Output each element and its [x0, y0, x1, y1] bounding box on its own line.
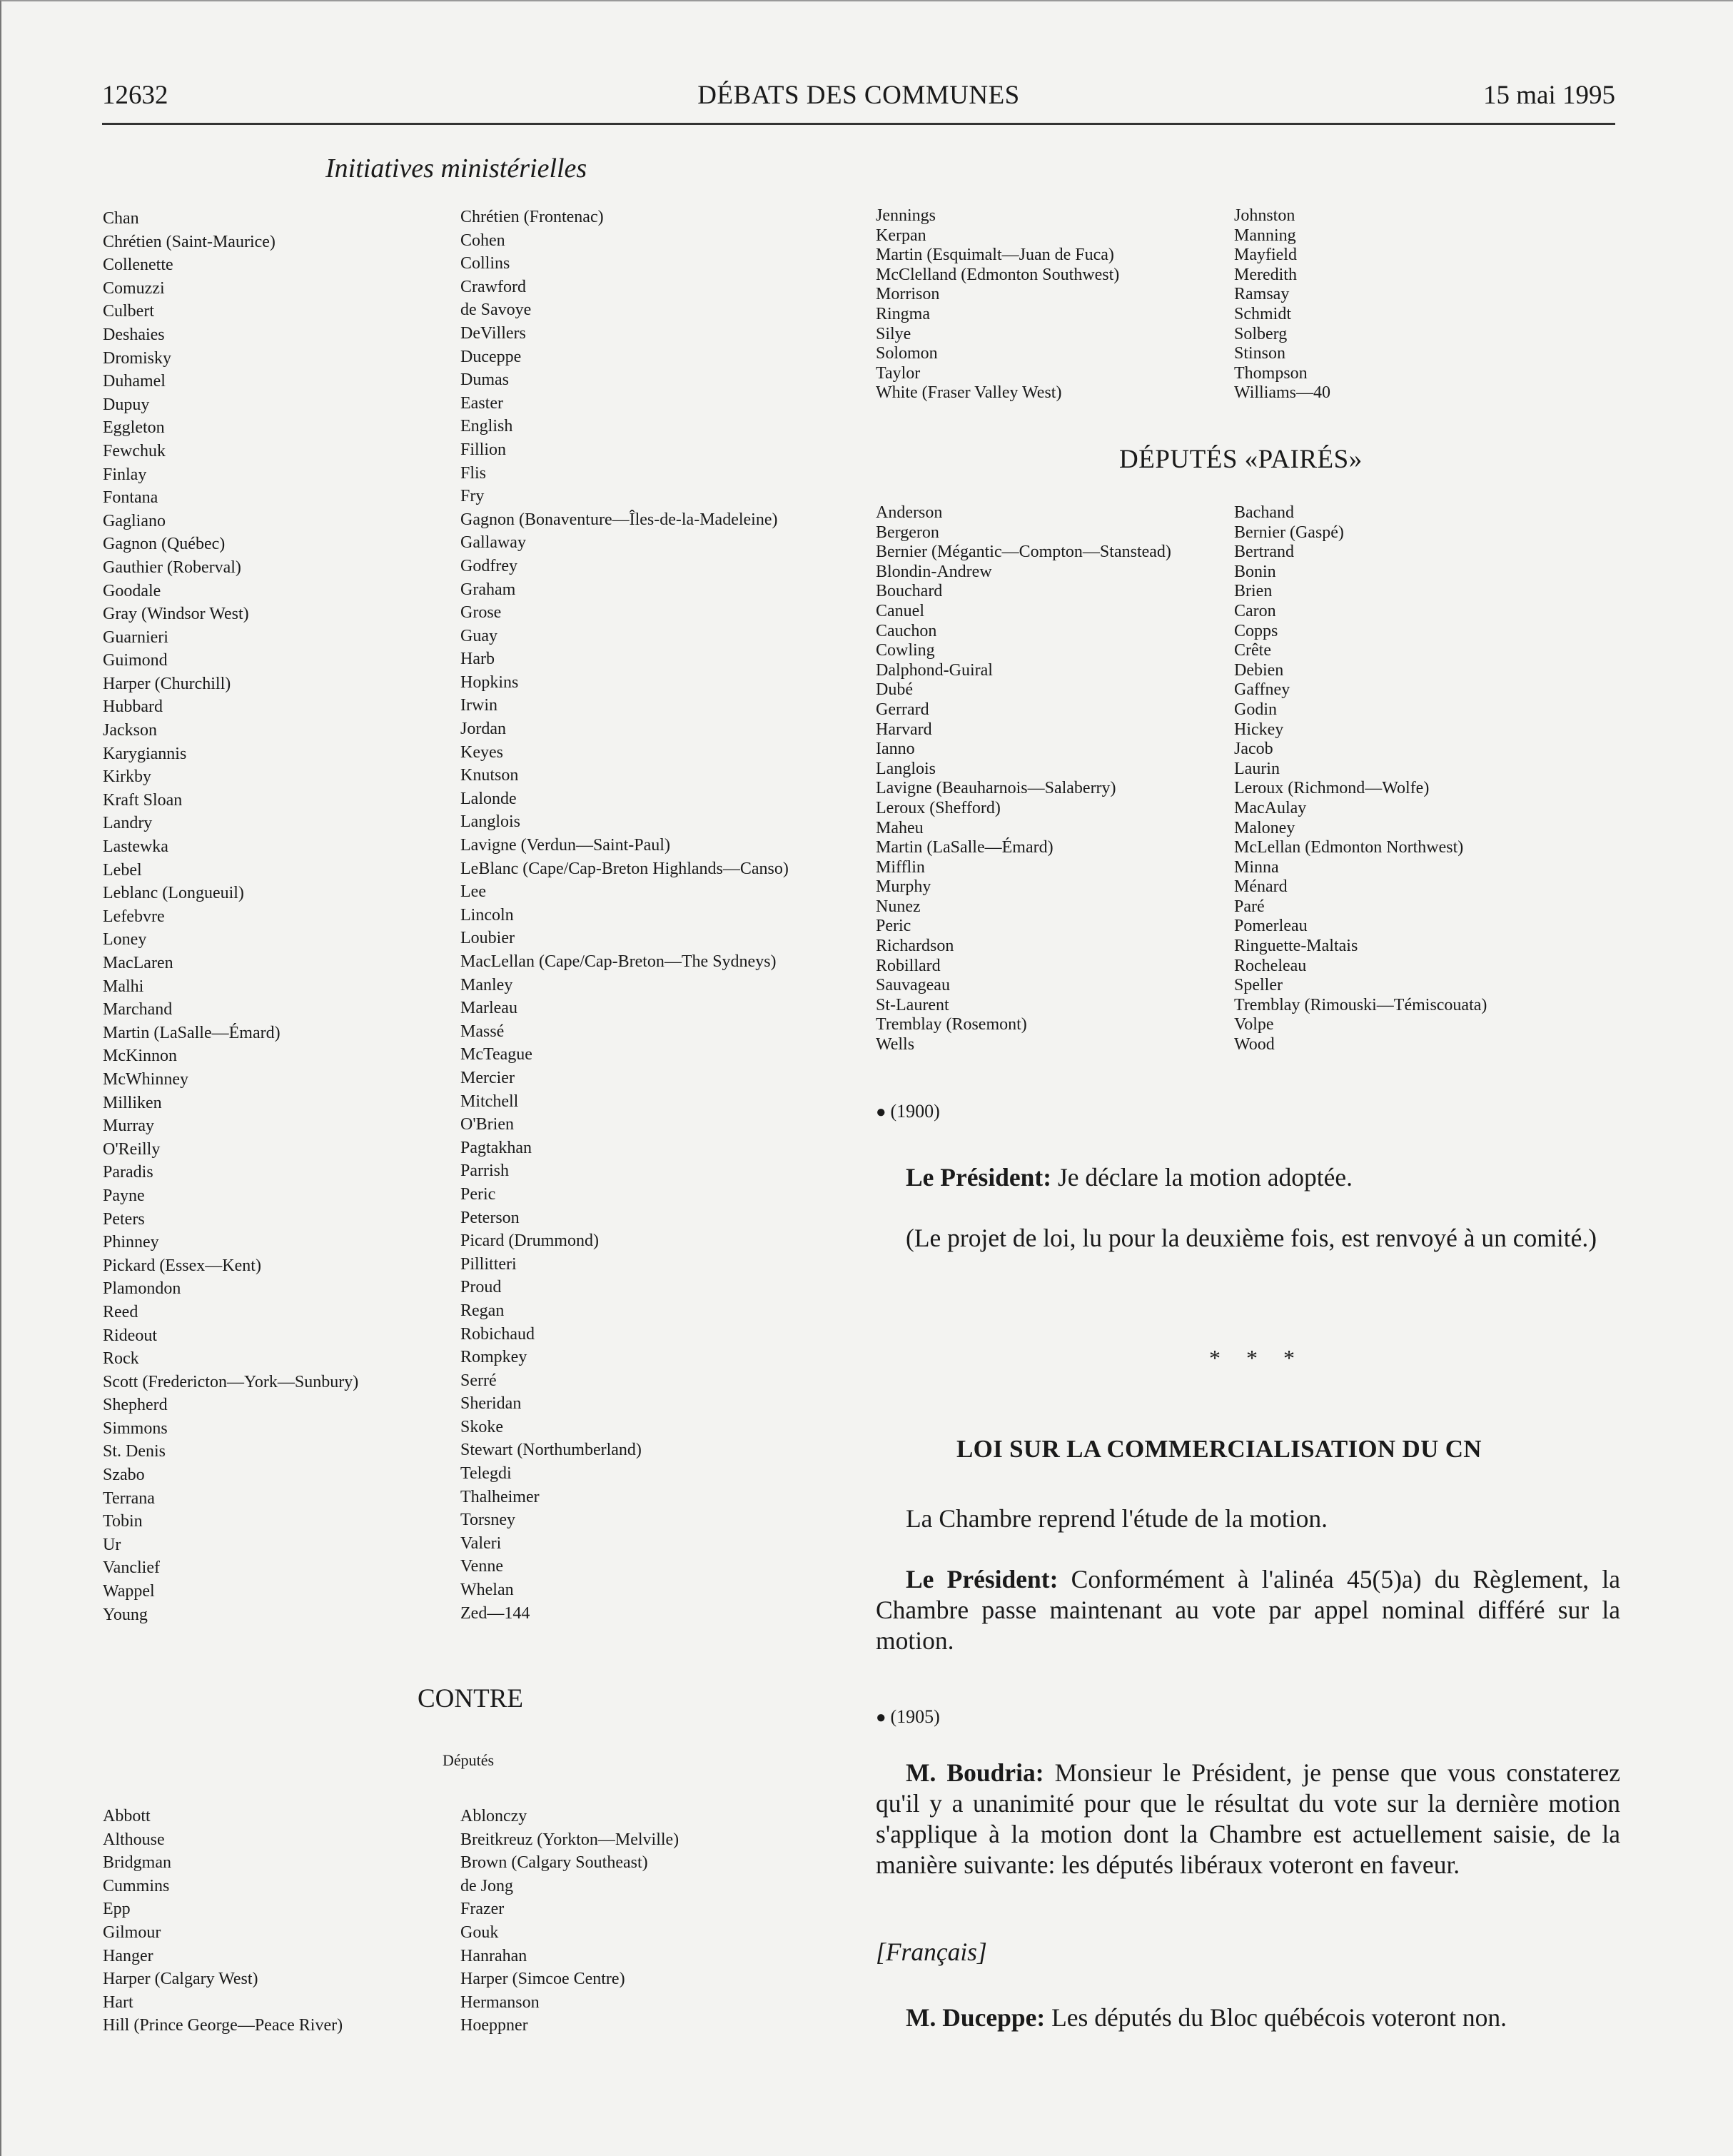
member-name: Young	[103, 1605, 148, 1624]
member-name: Lastewka	[103, 837, 168, 857]
member-name: Lee	[460, 882, 486, 902]
member-name: de Jong	[460, 1876, 513, 1895]
member-name: Plamondon	[103, 1279, 181, 1299]
speech-text: Conformément à l'alinéa 45(5)a) du Règlement, la Chambre passe maintenant au vote par appel nominal différé sur la motion.	[876, 1565, 1620, 1655]
member-name: Brien	[1234, 582, 1273, 601]
member-name: Guay	[460, 626, 497, 645]
member-name: McWhinney	[103, 1069, 188, 1089]
member-name: Marchand	[103, 1000, 173, 1019]
member-name: Bouchard	[876, 582, 943, 601]
member-name: Tremblay (Rosemont)	[876, 1015, 1027, 1034]
member-name: McClelland (Edmonton Southwest)	[876, 265, 1120, 284]
member-name: Ianno	[876, 740, 915, 759]
member-name: Telegdi	[460, 1464, 512, 1483]
member-name: Minna	[1234, 857, 1279, 877]
time-marker-1905	[876, 1706, 940, 1728]
member-name: Sheridan	[460, 1394, 522, 1414]
member-name: Meredith	[1234, 265, 1297, 284]
contre-subtitle: Députés	[443, 1751, 495, 1769]
member-name: Szabo	[103, 1466, 145, 1485]
member-name: Finlay	[103, 465, 147, 484]
member-name: Martin (LaSalle—Émard)	[876, 838, 1054, 857]
member-name: Gagnon (Québec)	[103, 535, 226, 554]
member-name: Hopkins	[460, 673, 519, 692]
member-name: Kraft Sloan	[103, 790, 183, 810]
member-name: Epp	[103, 1900, 131, 1919]
member-name: Solomon	[876, 344, 938, 363]
speech-text: Les députés du Bloc québécois voteront non.	[1045, 2003, 1507, 2032]
member-name: Lebel	[103, 860, 142, 880]
member-name: Frazer	[460, 1900, 505, 1919]
member-name: Gouk	[460, 1923, 499, 1942]
loi-title: LOI SUR LA COMMERCIALISATION DU CN	[956, 1435, 1482, 1463]
time-marker-text: (1900)	[890, 1101, 940, 1122]
member-name: Martin (Esquimalt—Juan de Fuca)	[876, 246, 1114, 265]
member-name: Regan	[460, 1301, 505, 1320]
member-name: St-Laurent	[876, 995, 949, 1014]
speech-text: Je déclare la motion adoptée.	[1051, 1163, 1353, 1192]
member-name: Ringuette-Maltais	[1234, 937, 1358, 956]
member-name: Bernier (Gaspé)	[1234, 523, 1344, 542]
paires-column-2	[1234, 503, 1487, 1055]
member-name: Hart	[103, 1993, 133, 2012]
member-name: Dupuy	[103, 395, 150, 414]
paragraph-bill-referred: (Le projet de loi, lu pour la deuxième fois, est renvoyé à un comité.)	[906, 1224, 1597, 1252]
member-name: Kirkby	[103, 767, 151, 787]
member-name: Gerrard	[876, 700, 929, 719]
member-name: Karygiannis	[103, 744, 187, 763]
bullet-icon: ●	[876, 1708, 886, 1727]
speaker-name: M. Boudria:	[906, 1758, 1044, 1787]
member-name: Irwin	[460, 696, 497, 715]
member-name: Caron	[1234, 601, 1276, 620]
member-name: McLellan (Edmonton Northwest)	[1234, 838, 1464, 857]
member-name: Robichaud	[460, 1324, 535, 1344]
member-name: Skoke	[460, 1417, 503, 1436]
member-name: Gallaway	[460, 533, 526, 553]
paires-column-1	[876, 503, 1171, 1055]
member-name: Peterson	[460, 1208, 520, 1227]
member-name: Maheu	[876, 818, 924, 837]
member-name: Hoeppner	[460, 2016, 528, 2035]
member-name: Paradis	[103, 1163, 153, 1182]
paires-title: DÉPUTÉS «PAIRÉS»	[1119, 445, 1363, 474]
member-name: Manley	[460, 975, 513, 994]
member-name: Torsney	[460, 1511, 515, 1530]
member-name: Brown (Calgary Southeast)	[460, 1853, 648, 1873]
member-name: Deshaies	[103, 325, 165, 344]
member-name: Harper (Churchill)	[103, 674, 231, 693]
member-name: Murphy	[876, 877, 931, 897]
member-name: Bernier (Mégantic—Compton—Stanstead)	[876, 543, 1171, 562]
member-name: Milliken	[103, 1093, 162, 1112]
member-name: Bergeron	[876, 523, 939, 542]
speaker-name: Le Président:	[906, 1163, 1052, 1192]
member-name: Stinson	[1234, 344, 1286, 363]
member-name: Lincoln	[460, 905, 514, 925]
member-name: Jennings	[876, 206, 936, 225]
member-name: Gaffney	[1234, 680, 1290, 700]
member-name: Whelan	[460, 1581, 514, 1600]
member-name: Proud	[460, 1278, 502, 1297]
member-name: Chrétien (Frontenac)	[460, 208, 604, 226]
member-name: White (Fraser Valley West)	[876, 383, 1062, 403]
member-name: Collins	[460, 254, 510, 273]
page-header	[102, 80, 1615, 125]
section-separator: * * *	[1209, 1345, 1305, 1371]
member-name: Duceppe	[460, 347, 522, 366]
member-name: Stewart (Northumberland)	[460, 1441, 642, 1460]
member-name: Solberg	[1234, 324, 1288, 343]
member-name: Crawford	[460, 277, 526, 296]
member-name: Zed—144	[460, 1603, 530, 1623]
member-name: LeBlanc (Cape/Cap-Breton Highlands—Canso)	[460, 859, 789, 878]
member-name: Morrison	[876, 285, 940, 304]
member-name: Mitchell	[460, 1092, 519, 1111]
member-name: Pickard (Essex—Kent)	[103, 1256, 261, 1275]
member-name: Maloney	[1234, 818, 1295, 837]
member-name: Guimond	[103, 651, 168, 670]
member-name: McKinnon	[103, 1047, 177, 1066]
member-name: Harb	[460, 650, 495, 669]
member-name: Loubier	[460, 929, 515, 948]
member-name: Collenette	[103, 256, 173, 275]
member-name: Peric	[876, 917, 911, 936]
publication-title: DÉBATS DES COMMUNES	[697, 81, 1020, 110]
member-name: Gray (Windsor West)	[103, 605, 249, 624]
member-name: Johnston	[1234, 206, 1295, 225]
member-name: Simmons	[103, 1419, 168, 1438]
member-name: Wood	[1234, 1035, 1275, 1054]
member-name: Rock	[103, 1349, 139, 1369]
member-name: Speller	[1234, 976, 1283, 995]
speaker-name: Le Président:	[906, 1565, 1059, 1593]
contre-title: CONTRE	[418, 1684, 523, 1713]
member-name: Lefebvre	[103, 907, 165, 926]
paragraph-duceppe	[876, 2003, 1620, 2033]
member-name: Leroux (Richmond—Wolfe)	[1234, 779, 1430, 798]
member-name: Venne	[460, 1557, 503, 1576]
member-name: Mifflin	[876, 857, 925, 877]
member-name: Nunez	[876, 897, 921, 916]
member-name: Taylor	[876, 363, 921, 383]
member-name: Cummins	[103, 1876, 170, 1895]
member-name: Sauvageau	[876, 976, 950, 995]
member-name: Shepherd	[103, 1396, 168, 1415]
member-name: Manning	[1234, 226, 1296, 245]
member-name: MacLaren	[103, 954, 173, 972]
member-name: MacAulay	[1234, 798, 1307, 817]
member-name: Silye	[876, 324, 911, 343]
member-name: Picard (Drummond)	[460, 1231, 599, 1251]
member-name: Fontana	[103, 488, 158, 508]
member-name: Richardson	[876, 937, 954, 956]
member-name: Langlois	[876, 759, 936, 778]
member-name: Tremblay (Rimouski—Témiscouata)	[1234, 995, 1487, 1014]
member-name: Duhamel	[103, 372, 166, 391]
paragraph-president-vote	[876, 1564, 1620, 1656]
paragraph-resume-study: La Chambre reprend l'étude de la motion.	[906, 1504, 1328, 1533]
member-name: Kerpan	[876, 226, 926, 245]
member-name: Langlois	[460, 812, 520, 832]
member-name: Williams—40	[1234, 383, 1331, 403]
member-name: Robillard	[876, 956, 941, 975]
member-name: Bonin	[1234, 562, 1276, 581]
member-name: Parrish	[460, 1162, 509, 1181]
member-name: Fillion	[460, 440, 507, 459]
member-name: Terrana	[103, 1488, 155, 1508]
pour-column-2	[460, 206, 789, 1625]
member-name: Marleau	[460, 999, 517, 1018]
contre-column-4	[1234, 206, 1330, 403]
member-name: Eggleton	[103, 418, 165, 438]
page-number: 12632	[102, 81, 168, 110]
member-name: Malhi	[103, 977, 144, 996]
member-name: Gagliano	[103, 511, 166, 530]
member-name: Althouse	[103, 1830, 165, 1849]
member-name: Abbott	[103, 1807, 151, 1825]
paragraph-boudria	[876, 1758, 1620, 1880]
member-name: DeVillers	[460, 323, 526, 343]
member-name: Grose	[460, 603, 502, 623]
member-name: Volpe	[1234, 1015, 1274, 1034]
member-name: Reed	[103, 1302, 138, 1321]
member-name: Tobin	[103, 1512, 143, 1531]
member-name: Wells	[876, 1035, 915, 1054]
member-name: Anderson	[876, 503, 943, 522]
bullet-icon: ●	[876, 1103, 886, 1122]
member-name: Ur	[103, 1535, 121, 1554]
member-name: Flis	[460, 463, 487, 483]
member-name: Cauchon	[876, 621, 937, 640]
member-name: Thalheimer	[460, 1487, 540, 1506]
member-name: de Savoye	[460, 301, 532, 320]
speaker-name: M. Duceppe:	[906, 2003, 1046, 2032]
time-marker-1900	[876, 1101, 940, 1122]
member-name: Pagtakhan	[460, 1138, 532, 1157]
member-name: Hanrahan	[460, 1946, 527, 1965]
pour-column-1	[103, 207, 358, 1626]
member-name: Bachand	[1234, 503, 1294, 522]
member-name: Ablonczy	[460, 1807, 527, 1825]
member-name: Serré	[460, 1371, 497, 1390]
member-name: Easter	[460, 393, 503, 413]
member-name: Jordan	[460, 720, 506, 739]
member-name: Fry	[460, 487, 485, 506]
member-name: Dumas	[460, 371, 509, 390]
member-name: Murray	[103, 1117, 154, 1136]
member-name: Dubé	[876, 680, 913, 700]
member-name: Phinney	[103, 1233, 159, 1252]
member-name: McTeague	[460, 1045, 532, 1064]
member-name: Lavigne (Verdun—Saint-Paul)	[460, 836, 670, 855]
member-name: Rompkey	[460, 1348, 527, 1367]
member-name: Harper (Calgary West)	[103, 1970, 258, 1989]
member-name: MacLellan (Cape/Cap-Breton—The Sydneys)	[460, 952, 777, 971]
member-name: Lalonde	[460, 789, 517, 808]
member-name: Leblanc (Longueuil)	[103, 884, 244, 903]
time-marker-text: (1905)	[890, 1706, 940, 1727]
member-name: Jackson	[103, 721, 157, 740]
member-name: Bridgman	[103, 1853, 171, 1873]
member-name: Rideout	[103, 1326, 157, 1345]
member-name: Crête	[1234, 641, 1271, 660]
speech-text: Monsieur le Président, je pense que vous constaterez qu'il y a unanimité pour que le résultat du vote sur la dernière motion s'applique à la motion dont la Chambre est actuellement saisie, de la manière suivante: les députés libéraux voteront en faveur.	[876, 1758, 1620, 1879]
member-name: Harvard	[876, 720, 932, 739]
member-name: Leroux (Shefford)	[876, 798, 1001, 817]
member-name: Copps	[1234, 621, 1278, 640]
member-name: Laurin	[1234, 759, 1280, 778]
member-name: Hill (Prince George—Peace River)	[103, 2016, 343, 2035]
member-name: Hickey	[1234, 720, 1284, 739]
member-name: Dalphond-Guiral	[876, 660, 993, 680]
member-name: Rocheleau	[1234, 956, 1307, 975]
member-name: Massé	[460, 1022, 505, 1041]
member-name: Hubbard	[103, 697, 163, 717]
member-name: Culbert	[103, 302, 154, 321]
page-date: 15 mai 1995	[1483, 81, 1615, 110]
member-name: Gauthier (Roberval)	[103, 558, 241, 577]
member-name: Goodale	[103, 581, 161, 600]
member-name: Harper (Simcoe Centre)	[460, 1970, 625, 1989]
section-heading: Initiatives ministérielles	[325, 153, 587, 183]
member-name: Vanclief	[103, 1558, 160, 1578]
member-name: Loney	[103, 930, 147, 949]
member-name: Pillitteri	[460, 1254, 517, 1274]
member-name: Debien	[1234, 660, 1284, 680]
language-marker: [Français]	[876, 1938, 987, 1966]
member-name: Valeri	[460, 1533, 502, 1553]
member-name: Chan	[103, 209, 139, 228]
member-name: Paré	[1234, 897, 1265, 916]
member-name: Peters	[103, 1209, 145, 1229]
member-name: Dromisky	[103, 348, 171, 368]
member-name: Pomerleau	[1234, 917, 1308, 936]
member-name: Cowling	[876, 641, 935, 660]
contre-column-2	[460, 1805, 679, 2037]
member-name: Fewchuk	[103, 441, 166, 460]
member-name: Guarnieri	[103, 628, 168, 647]
member-name: Graham	[460, 580, 516, 599]
contre-column-1	[103, 1805, 343, 2037]
member-name: Lavigne (Beauharnois—Salaberry)	[876, 779, 1116, 798]
member-name: St. Denis	[103, 1442, 166, 1461]
member-name: English	[460, 417, 513, 436]
member-name: Thompson	[1234, 363, 1308, 383]
member-name: Godin	[1234, 700, 1277, 719]
member-name: Hermanson	[460, 1993, 540, 2012]
member-name: O'Brien	[460, 1115, 514, 1134]
member-name: Gagnon (Bonaventure—Îles-de-la-Madeleine)	[460, 510, 778, 529]
member-name: Ménard	[1234, 877, 1288, 897]
member-name: Keyes	[460, 742, 503, 762]
member-name: Bertrand	[1234, 543, 1294, 562]
member-name: Schmidt	[1234, 304, 1292, 323]
member-name: Mercier	[460, 1068, 515, 1087]
member-name: Hanger	[103, 1946, 153, 1965]
member-name: Breitkreuz (Yorkton—Melville)	[460, 1830, 679, 1849]
member-name: Ringma	[876, 304, 930, 323]
member-name: Gilmour	[103, 1923, 161, 1942]
member-name: Scott (Fredericton—York—Sunbury)	[103, 1372, 359, 1391]
member-name: Comuzzi	[103, 278, 165, 298]
member-name: Godfrey	[460, 556, 517, 575]
member-name: Cohen	[460, 231, 505, 250]
contre-column-3	[876, 206, 1119, 403]
member-name: Chrétien (Saint-Maurice)	[103, 232, 276, 251]
member-name: Jacob	[1234, 740, 1273, 759]
member-name: Martin (LaSalle—Émard)	[103, 1023, 281, 1042]
member-name: Mayfield	[1234, 246, 1297, 265]
member-name: Wappel	[103, 1582, 155, 1601]
member-name: Payne	[103, 1186, 145, 1205]
member-name: Blondin-Andrew	[876, 562, 992, 581]
paragraph-president-declares	[876, 1162, 1620, 1193]
member-name: Landry	[103, 814, 153, 833]
member-name: O'Reilly	[103, 1139, 161, 1159]
member-name: Canuel	[876, 601, 924, 620]
member-name: Peric	[460, 1184, 496, 1204]
member-name: Ramsay	[1234, 285, 1290, 304]
member-name: Knutson	[460, 766, 519, 785]
